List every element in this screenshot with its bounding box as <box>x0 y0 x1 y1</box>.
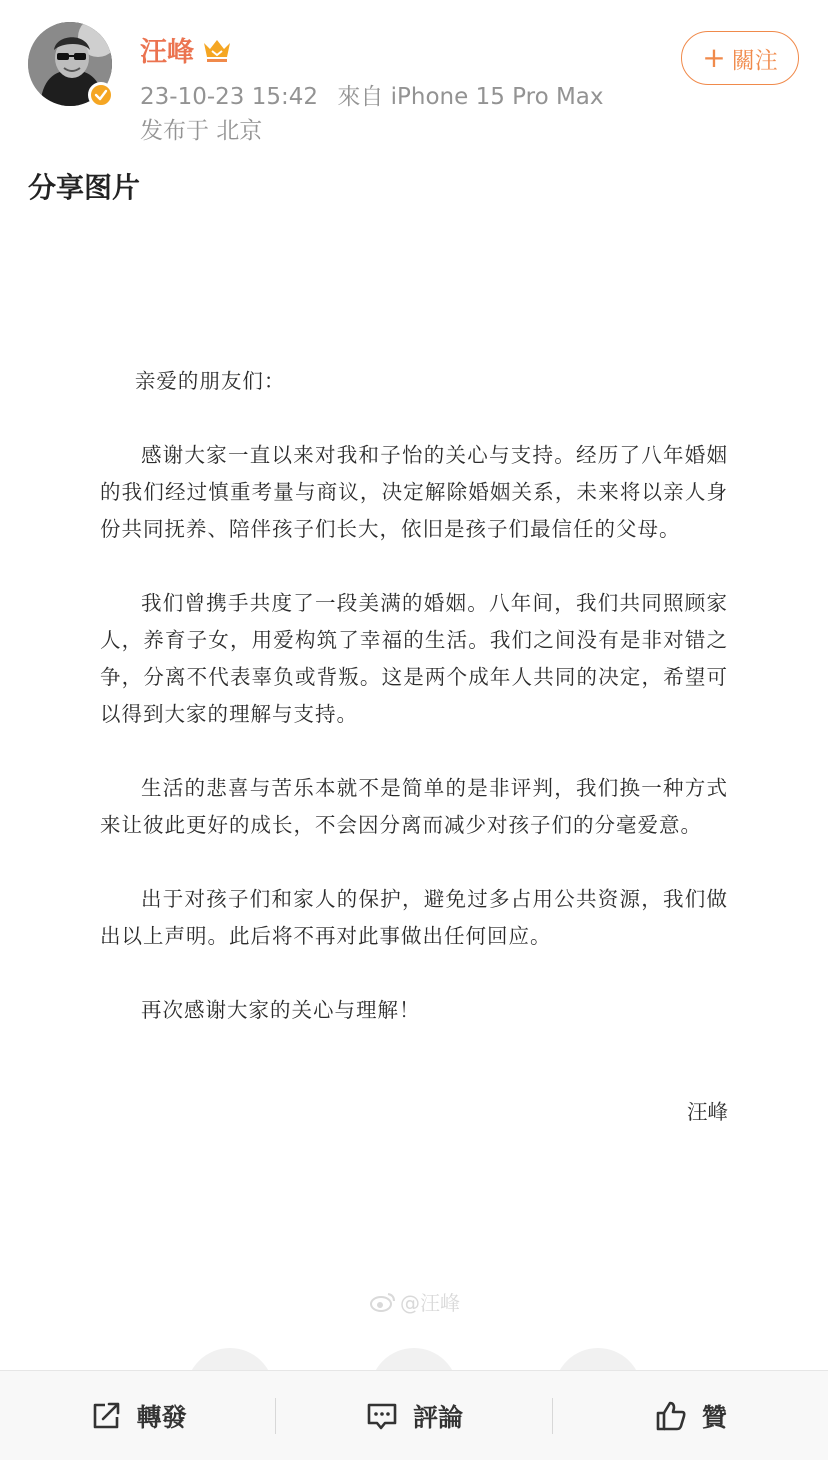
follow-button[interactable] <box>681 31 799 85</box>
like-label: 贊 <box>701 1402 727 1432</box>
post-meta <box>140 78 616 111</box>
post-text: 分享图片 <box>28 171 141 204</box>
username-row <box>140 30 232 69</box>
letter-paragraph: 生活的悲喜与苦乐本就不是简单的是非评判，我们换一种方式来让彼此更好的成长，不会因分离而减少对孩子们的分毫爱意。 <box>100 776 728 837</box>
letter-greeting: 亲爱的朋友们： <box>134 369 286 393</box>
thumbs-up-icon <box>654 1399 688 1433</box>
letter-body <box>100 363 728 1049</box>
action-bar <box>0 1370 828 1460</box>
repost-icon <box>89 1399 123 1433</box>
post-location: 发布于 北京 <box>140 118 263 144</box>
image-watermark <box>370 1287 460 1316</box>
follow-label: 關注 <box>731 47 778 74</box>
repost-label: 轉發 <box>136 1402 187 1432</box>
post-image[interactable] <box>0 225 828 1365</box>
repost-button[interactable] <box>0 1371 275 1460</box>
comment-icon <box>365 1399 399 1433</box>
vip-crown-icon[interactable] <box>202 37 232 63</box>
watermark-text: @汪峰 <box>400 1291 460 1315</box>
comment-label: 評論 <box>412 1402 463 1432</box>
post-source: 來自 iPhone 15 Pro Max <box>337 84 604 110</box>
username[interactable]: 汪峰 <box>140 37 194 68</box>
letter-paragraph: 我们曾携手共度了一段美满的婚姻。八年间，我们共同照顾家人，养育子女，用爱构筑了幸福的生活。我们之间没有是非对错之争，分离不代表辜负或背叛。这是两个成年人共同的决定，希望可以得到大家的理解与支持。 <box>100 591 728 726</box>
like-button[interactable] <box>553 1371 828 1460</box>
post-timestamp: 23-10-23 15:42 <box>140 84 318 110</box>
letter-signature: 汪峰 <box>687 1100 728 1124</box>
comment-button[interactable] <box>276 1371 551 1460</box>
letter-closing: 再次感谢大家的关心与理解！ <box>141 998 421 1022</box>
plus-icon: + <box>702 41 726 74</box>
weibo-logo-icon <box>370 1291 396 1313</box>
letter-paragraph: 感谢大家一直以来对我和子怡的关心与支持。经历了八年婚姻的我们经过慎重考量与商议，决定解除婚姻关系，未来将以亲人身份共同抚养、陪伴孩子们长大，依旧是孩子们最信任的父母。 <box>100 443 728 541</box>
verified-badge-icon <box>88 82 114 108</box>
letter-paragraph: 出于对孩子们和家人的保护，避免过多占用公共资源，我们做出以上声明。此后将不再对此事做出任何回应。 <box>100 887 728 948</box>
